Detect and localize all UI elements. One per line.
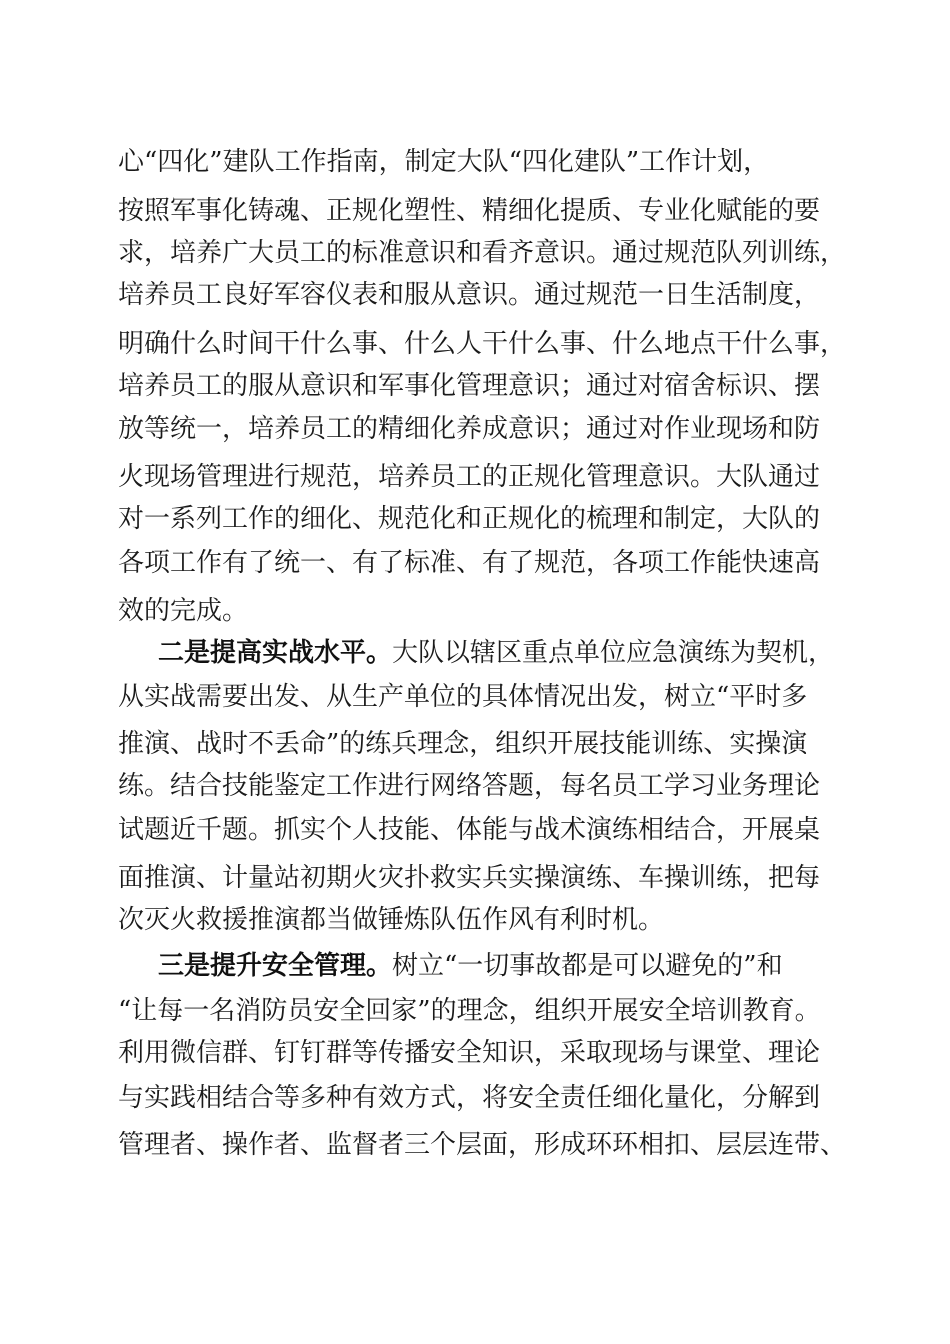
line-text: 与实践相结合等多种有效方式，将安全责任细化量化，分解到 [118,1083,821,1113]
text-line [0,140,950,184]
line-text: 火现场管理进行规范，培养员工的正规化管理意识。大队通过 [118,462,821,492]
text-line [0,631,950,675]
line-text: 放等统一，培养员工的精细化养成意识；通过对作业现场和防 [118,414,821,444]
text-line [0,322,950,366]
line-text: 按照军事化铸魂、正规化塑性、精细化提质、专业化赋能的要 [118,196,821,226]
line-text: 从实战需要出发、从生产单位的具体情况出发，树立“平时多 [118,682,808,712]
text-line [0,189,950,233]
line-text: 心“四化”建队工作指南，制定大队“四化建队”工作计划， [118,147,770,177]
line-text: 试题近千题。抓实个人技能、体能与战术演练相结合，开展桌 [118,815,821,845]
section-heading: 二是提高实战水平。 [158,638,393,668]
text-line [0,898,950,942]
line-text: 培养员工良好军容仪表和服从意识。通过规范一日生活制度， [118,280,821,310]
line-text: 求，培养广大员工的标准意识和看齐意识。通过规范队列训练， [118,238,847,268]
text-line [0,1123,950,1167]
text-line [0,856,950,900]
text-line [0,675,950,719]
line-text: 各项工作有了统一、有了标准、有了规范，各项工作能快速高 [118,548,821,578]
line-text: 明确什么时间干什么事、什么人干什么事、什么地点干什么事， [118,329,847,359]
section-heading: 三是提升安全管理。 [158,951,393,981]
text-line [0,541,950,585]
text-line [0,231,950,275]
text-line [0,722,950,766]
line-text: 对一系列工作的细化、规范化和正规化的梳理和制定，大队的 [118,504,821,534]
line-text: 树立“一切事故都是可以避免的”和 [392,951,783,981]
text-line [0,944,950,988]
text-line [0,273,950,317]
line-text: 管理者、操作者、监督者三个层面，形成环环相扣、层层连带、 [118,1130,847,1160]
text-line [0,989,950,1033]
text-line [0,764,950,808]
text-line [0,808,950,852]
text-line [0,407,950,451]
line-text: 效的完成。 [118,596,249,626]
text-line [0,1031,950,1075]
text-line [0,455,950,499]
line-text: 面推演、计量站初期火灾扑救实兵实操演练、车操训练，把每 [118,863,821,893]
text-line [0,1076,950,1120]
text-line [0,364,950,408]
text-line [0,589,950,633]
line-text: 次灭火救援推演都当做锤炼队伍作风有利时机。 [118,905,665,935]
line-text: 利用微信群、钉钉群等传播安全知识，采取现场与课堂、理论 [118,1038,821,1068]
text-line [0,497,950,541]
line-text: 大队以辖区重点单位应急演练为契机， [392,638,835,668]
line-text: 培养员工的服从意识和军事化管理意识；通过对宿舍标识、摆 [118,371,821,401]
line-text: 推演、战时不丢命”的练兵理念，组织开展技能训练、实操演 [118,729,808,759]
line-text: “让每一名消防员安全回家”的理念，组织开展安全培训教育。 [118,996,821,1026]
line-text: 练。结合技能鉴定工作进行网络答题，每名员工学习业务理论 [118,771,821,801]
